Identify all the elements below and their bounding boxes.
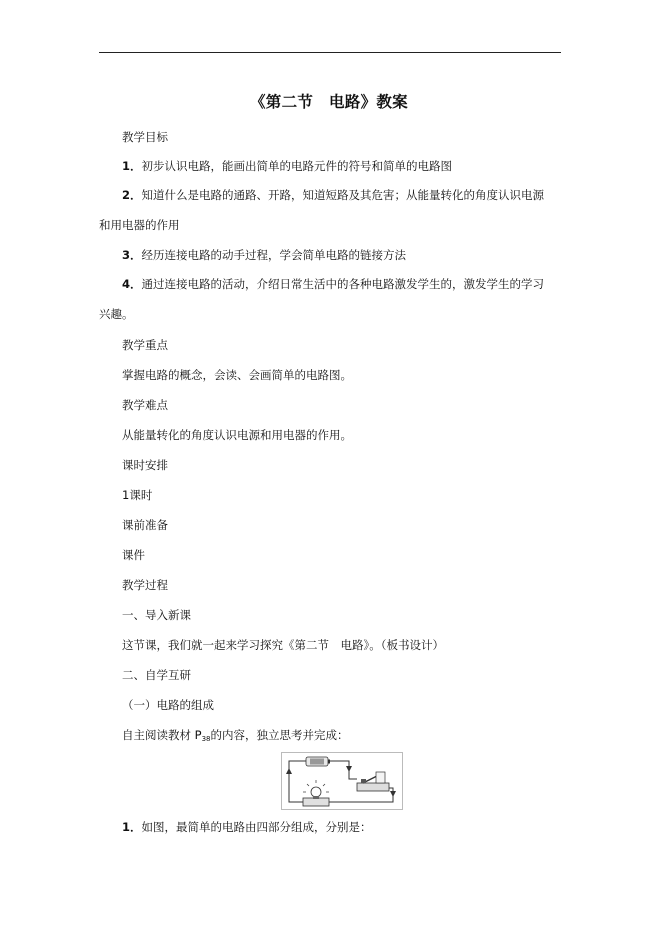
reading-text-post: 的内容，独立思考并完成： [210,728,349,742]
goal-item-2 [122,188,544,202]
goal-number: 1． [122,159,142,173]
intro-text: 这节课，我们就一起来学习探究《第二节 电路》。（板书设计） [122,638,444,652]
question-1 [122,820,372,834]
goal-text: 知道什么是电路的通路、开路，知道短路及其危害；从能量转化的角度认识电源 [141,188,545,202]
header-rule [99,52,561,53]
goal-item-4-cont: 兴趣。 [99,307,134,321]
battery-icon [306,757,330,766]
goal-item-1 [122,159,452,173]
subsection-circuit-composition: （一）电路的组成 [122,698,214,712]
reading-text-pre: 自主阅读教材 P [122,728,202,742]
question-number: 1． [122,820,142,834]
goal-number: 3． [122,248,142,262]
heading-teaching-goals: 教学目标 [122,130,168,144]
circuit-diagram [281,752,403,810]
heading-schedule: 课时安排 [122,458,168,472]
goal-number: 2． [122,188,142,202]
goal-item-2-cont: 和用电器的作用 [99,218,180,232]
heading-difficulties: 教学难点 [122,398,168,412]
goal-text: 经历连接电路的动手过程，学会简单电路的链接方法 [141,248,407,262]
goal-item-3 [122,248,406,262]
key-points-text: 掌握电路的概念，会读、会画简单的电路图。 [122,368,352,382]
reading-instruction [122,728,349,746]
heading-process: 教学过程 [122,578,168,592]
heading-preparation: 课前准备 [122,518,168,532]
section-intro: 一、导入新课 [122,608,191,622]
switch-icon [357,772,389,791]
difficulties-text: 从能量转化的角度认识电源和用电器的作用。 [122,428,352,442]
light-bulb-icon [303,780,329,806]
page-title: 《第二节 电路》教案 [249,92,408,111]
goal-text: 初步认识电路，能画出简单的电路元件的符号和简单的电路图 [141,159,453,173]
goal-text: 通过连接电路的活动，介绍日常生活中的各种电路激发学生的，激发学生的学习 [141,277,545,291]
question-text: 如图，最简单的电路由四部分组成，分别是： [141,820,372,834]
heading-key-points: 教学重点 [122,338,168,352]
goal-number: 4． [122,277,142,291]
section-self-study: 二、自学互研 [122,668,191,682]
preparation-text: 课件 [122,548,145,562]
page-subscript: 38 [201,735,211,743]
goal-item-4 [122,277,544,291]
schedule-text: 1课时 [122,488,153,502]
